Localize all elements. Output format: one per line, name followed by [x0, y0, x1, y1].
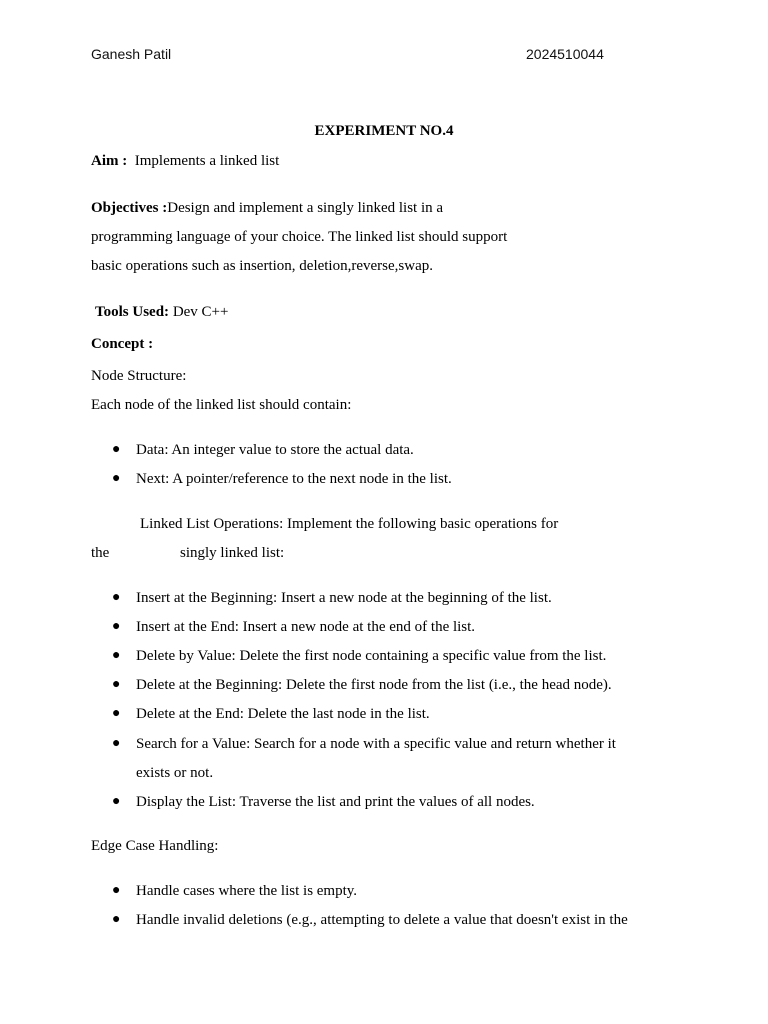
- bullet-icon: ●: [112, 677, 121, 692]
- list-item: Data: An integer value to store the actual data.: [136, 442, 414, 458]
- node-structure-intro: Each node of the linked list should contain:: [91, 397, 352, 413]
- list-item: Insert at the Beginning: Insert a new node at the beginning of the list.: [136, 590, 552, 606]
- node-structure-heading: Node Structure:: [91, 368, 187, 384]
- objectives-line-3: basic operations such as insertion, deletion,reverse,swap.: [91, 258, 433, 274]
- list-item: Handle invalid deletions (e.g., attempting to delete a value that doesn't exist in the: [136, 912, 628, 928]
- list-item: Next: A pointer/reference to the next node in the list.: [136, 471, 452, 487]
- list-item: Display the List: Traverse the list and print the values of all nodes.: [136, 794, 535, 810]
- bullet-icon: ●: [112, 883, 121, 898]
- operations-intro-2a: the: [91, 545, 110, 561]
- tools-line: [95, 302, 228, 322]
- bullet-icon: ●: [112, 794, 121, 809]
- objectives-line-2: programming language of your choice. The linked list should support: [91, 229, 508, 245]
- bullet-icon: ●: [112, 590, 121, 605]
- list-item: Delete by Value: Delete the first node containing a specific value from the list.: [136, 648, 607, 664]
- aim-text: Implements a linked list: [134, 153, 280, 169]
- tools-label: Tools Used:: [95, 304, 170, 320]
- operations-intro-2b: singly linked list:: [180, 545, 285, 561]
- list-item: Insert at the End: Insert a new node at the end of the list.: [136, 619, 476, 635]
- bullet-icon: ●: [112, 706, 121, 721]
- list-item: Search for a Value: Search for a node with a specific value and return whether it: [136, 736, 616, 752]
- bullet-icon: ●: [112, 619, 121, 634]
- bullet-icon: ●: [112, 736, 121, 751]
- bullet-icon: ●: [112, 442, 121, 457]
- objectives-text-1: Design and implement a singly linked list in a: [167, 200, 444, 216]
- list-item: Delete at the End: Delete the last node in the list.: [136, 706, 430, 722]
- edge-case-heading: Edge Case Handling:: [91, 838, 219, 854]
- author-name: Ganesh Patil: [91, 46, 172, 62]
- bullet-icon: ●: [112, 471, 121, 486]
- bullet-icon: ●: [112, 648, 121, 663]
- aim-label: Aim :: [91, 153, 128, 169]
- list-item-continuation: exists or not.: [136, 765, 214, 781]
- objectives-label: Objectives :: [91, 200, 168, 216]
- bullet-icon: ●: [112, 912, 121, 927]
- page-title: EXPERIMENT NO.4: [314, 123, 454, 139]
- list-item: Delete at the Beginning: Delete the first node from the list (i.e., the head node).: [136, 677, 612, 693]
- tools-text: Dev C++: [172, 304, 229, 320]
- objectives-line-1: [91, 198, 443, 218]
- list-item: Handle cases where the list is empty.: [136, 883, 358, 899]
- roll-number: 2024510044: [526, 46, 604, 62]
- aim-line: [91, 151, 279, 171]
- concept-label: Concept :: [91, 336, 154, 352]
- operations-intro-1: Linked List Operations: Implement the following basic operations for: [140, 516, 559, 532]
